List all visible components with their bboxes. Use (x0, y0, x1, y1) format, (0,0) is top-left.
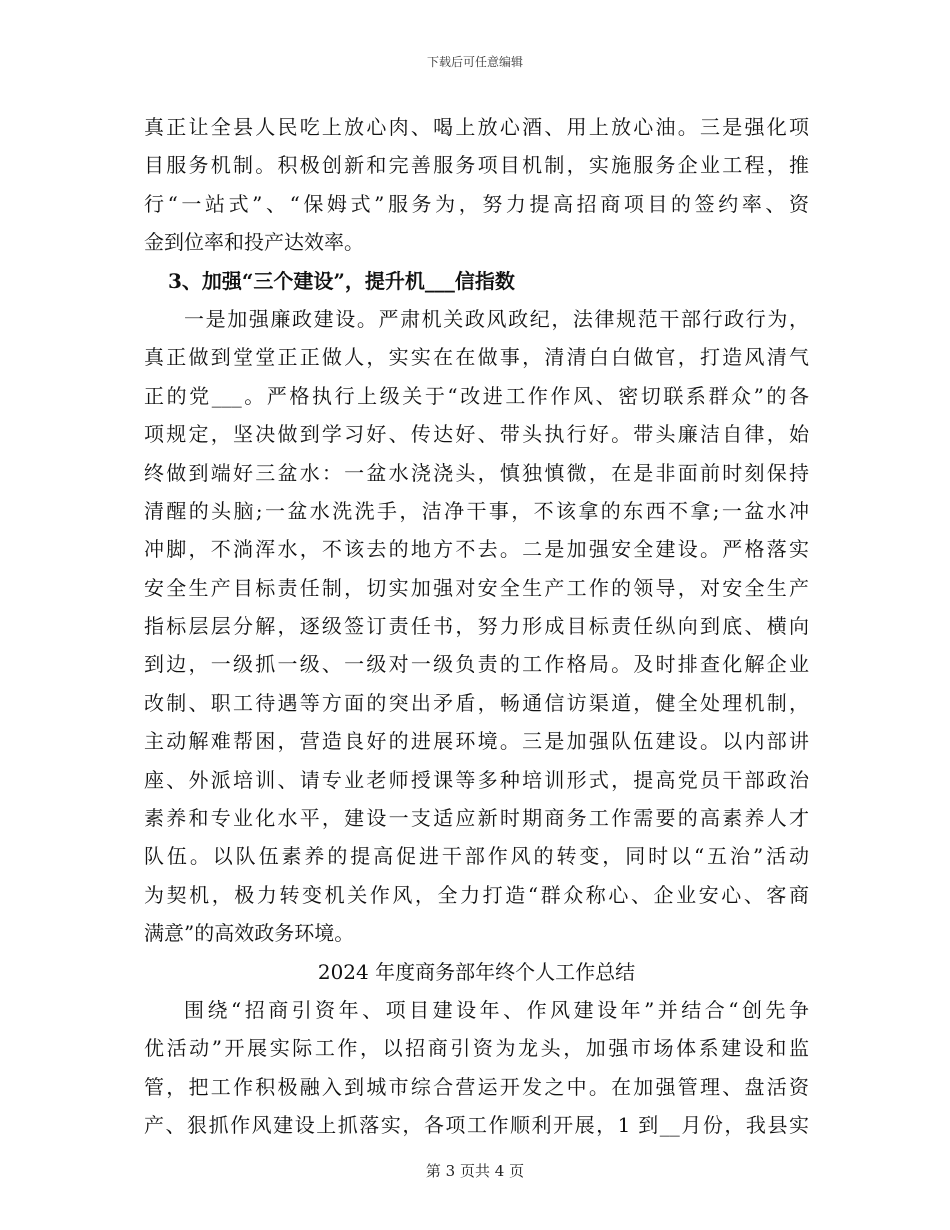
body-line: 真正做到堂堂正正做人，实实在在做事，清清白白做官，打造风清气 (144, 345, 809, 370)
body-line: 指标层层分解，逐级签订责任书，努力形成目标责任纵向到底、横向 (144, 614, 809, 639)
body-line: 素养和专业化水平，建设一支适应新时期商务工作需要的高素养人才 (144, 806, 809, 831)
body-line: 改制、职工待遇等方面的突出矛盾，畅通信访渠道，健全处理机制， (144, 690, 809, 715)
document-body (144, 108, 809, 1145)
section-heading: 3、加强“三个建设”，提升机___信指数 (168, 268, 515, 293)
body-line: 正的党___。严格执行上级关于“改进工作作风、密切联系群众”的各 (144, 383, 809, 408)
body-line: 终做到端好三盆水：一盆水浇浇头，慎独慎微，在是非面前时刻保持 (144, 460, 809, 485)
body-line: 目服务机制。积极创新和完善服务项目机制，实施服务企业工程，推 (144, 153, 809, 178)
body-line: 项规定，坚决做到学习好、传达好、带头执行好。带头廉洁自律，始 (144, 422, 809, 447)
body-line: 冲脚，不淌浑水，不该去的地方不去。二是加强安全建设。严格落实 (144, 537, 809, 562)
page-header: 下载后可任意编辑 (426, 55, 523, 69)
body-line: 一是加强廉政建设。严肃机关政风政纪，法律规范干部行政行为， (184, 306, 809, 331)
body-line: 满意”的高效政务环境。 (144, 921, 355, 946)
body-line: 产、狠抓作风建设上抓落实，各项工作顺利开展，1 到__月份，我县实 (144, 1113, 809, 1138)
body-line: 队伍。以队伍素养的提高促进干部作风的转变，同时以“五治”活动 (144, 844, 809, 869)
body-line: 为契机，极力转变机关作风，全力打造“群众称心、企业安心、客商 (144, 882, 809, 907)
page-footer: 第 3 页共 4 页 (425, 1162, 525, 1180)
body-line: 安全生产目标责任制，切实加强对安全生产工作的领导，对安全生产 (144, 575, 809, 600)
body-line: 优活动”开展实际工作，以招商引资为龙头，加强市场体系建设和监 (144, 1036, 809, 1061)
body-line: 管，把工作积极融入到城市综合营运开发之中。在加强管理、盘活资 (144, 1074, 809, 1099)
body-line: 围绕“招商引资年、项目建设年、作风建设年”并结合“创先争 (184, 997, 809, 1022)
body-line: 金到位率和投产达效率。 (144, 230, 364, 255)
body-line: 到边，一级抓一级、一级对一级负责的工作格局。及时排查化解企业 (144, 652, 809, 677)
body-line: 座、外派培训、请专业老师授课等多种培训形式，提高党员干部政治 (144, 767, 809, 792)
body-line: 行“一站式”、“保姆式”服务为，努力提高招商项目的签约率、资 (144, 191, 809, 216)
body-line: 清醒的头脑;一盆水洗洗手，洁净干事，不该拿的东西不拿;一盆水冲 (144, 498, 809, 523)
body-line: 主动解难帮困，营造良好的进展环境。三是加强队伍建设。以内部讲 (144, 729, 809, 754)
body-line: 真正让全县人民吃上放心肉、喝上放心酒、用上放心油。三是强化项 (144, 115, 809, 139)
document-title: 2024 年度商务部年终个人工作总结 (317, 959, 636, 984)
